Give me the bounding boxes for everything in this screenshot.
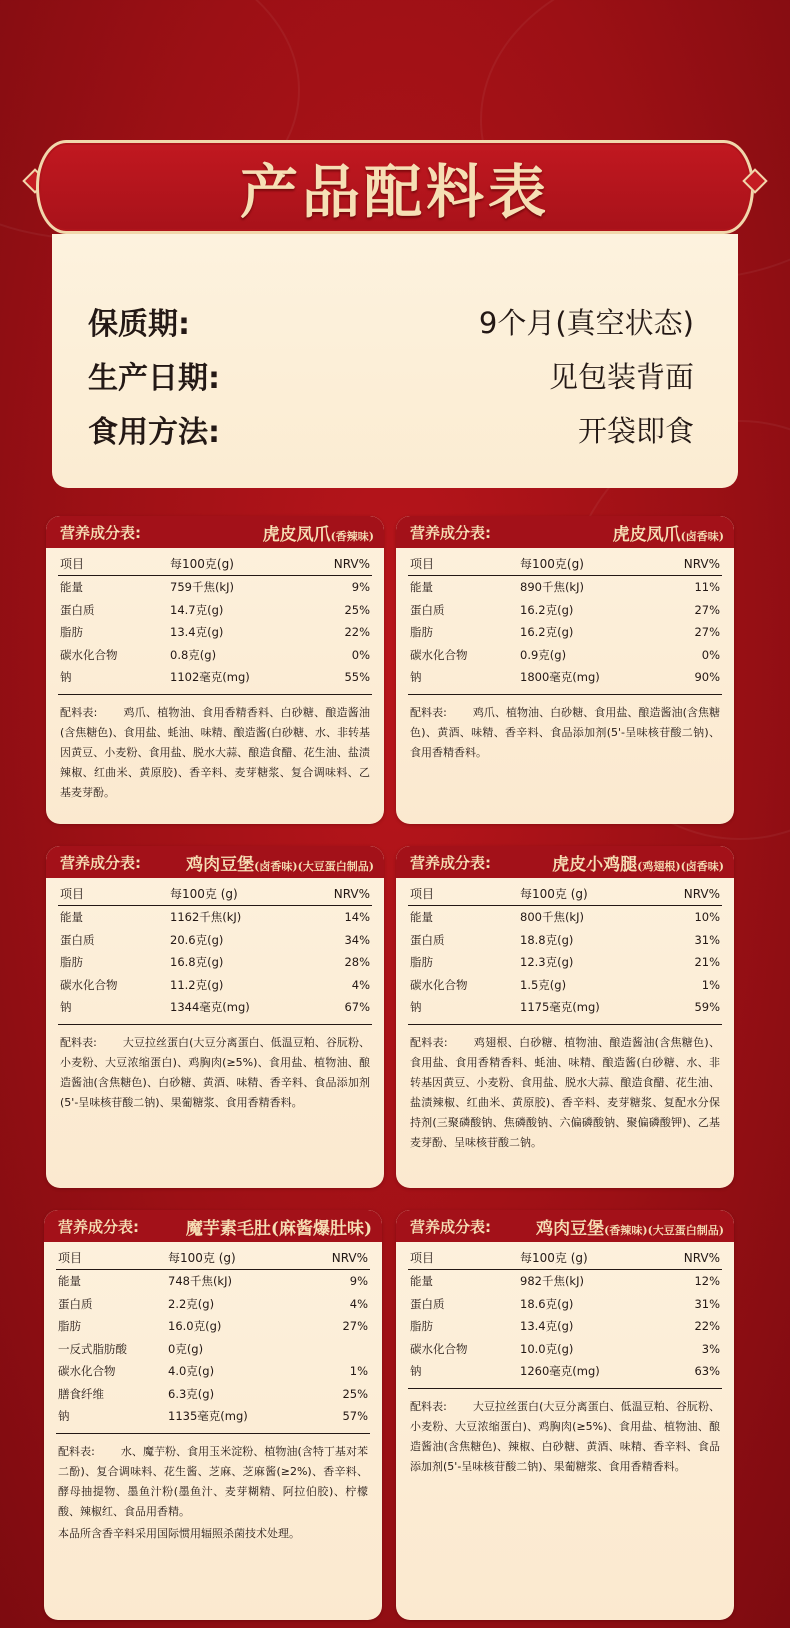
nutrient-amount: 13.4克(g) [520, 1319, 574, 1334]
nutrient-amount: 0.8克(g) [170, 647, 217, 662]
nutrition-card [396, 516, 734, 824]
nutrient-name: 脂肪 [58, 1319, 81, 1334]
info-value: 见包装背面 [548, 359, 694, 394]
nutrient-nrv: 10% [694, 910, 720, 925]
nutrition-row [408, 1293, 722, 1316]
nutrition-row [58, 599, 372, 622]
nutrient-amount: 18.8克(g) [520, 932, 574, 947]
nutrient-amount: 1344毫克(mg) [170, 1000, 250, 1015]
table-divider [56, 1428, 370, 1434]
nutrient-name: 脂肪 [60, 955, 83, 970]
nutrient-nrv: 9% [351, 580, 370, 595]
nutrition-row [58, 974, 372, 997]
ingredients-list: 水、魔芋粉、食用玉米淀粉、植物油(含特丁基对苯二酚)、复合调味料、花生酱、芝麻、芝麻酱(≥2%)、香辛料、酵母抽提物、墨鱼汁粉(墨鱼汁、麦芽糊精、阿拉伯胶)、柠檬酸、辣椒红、食品用香精。 [58, 1444, 368, 1518]
nutrient-nrv: 34% [344, 932, 370, 947]
ingredients-list: 鸡爪、植物油、食用香精香料、白砂糖、酿造酱油(含焦糖色)、食用盐、蚝油、味精、酿造酱(白砂糖、水、非转基因黄豆、小麦粉、食用盐、脱水大蒜、酿造食醋、花生油、盐渍辣椒、红曲米、黄原胶)、香辛料、麦芽糖浆、复合调味料、乙基麦芽酚。 [60, 705, 370, 799]
nutrient-name: 钠 [410, 670, 422, 685]
nutrient-nrv: 12% [694, 1274, 720, 1289]
nutrient-name: 钠 [60, 1000, 72, 1015]
nutrition-row [408, 929, 722, 952]
product-flavor: (香辣味) [330, 529, 374, 543]
info-row-production-date [88, 348, 694, 402]
ingredients-list: 鸡翅根、白砂糖、植物油、酿造酱油(含焦糖色)、食用盐、食用香精香料、蚝油、味精、酿造酱(白砂糖、水、非转基因黄豆、小麦粉、食用盐、脱水大蒜、酿造食醋、花生油、盐渍辣椒、红曲米、黄原胶)、香辛料、麦芽糖浆、复配水分保持剂(三聚磷酸钠、焦磷酸钠、六偏磷酸钠、聚偏磷酸钾)、乙基麦芽酚、呈味核苷酸二钠。 [410, 1035, 720, 1149]
nutrient-nrv: 31% [694, 932, 720, 947]
nutrition-row [408, 906, 722, 929]
ingredients-list: 大豆拉丝蛋白(大豆分离蛋白、低温豆粕、谷朊粉、小麦粉、大豆浓缩蛋白)、鸡胸肉(≥5%)、食用盐、植物油、酿造酱油(含焦糖色)、辣椒、白砂糖、黄酒、味精、香辛料、食品添加剂(5'-呈味核苷酸二钠)、果葡糖浆、食用香精香料。 [410, 1399, 720, 1473]
nutrient-name: 碳水化合物 [58, 1364, 116, 1379]
nutrient-amount: 890千焦(kJ) [520, 580, 584, 595]
nutrient-name: 钠 [60, 670, 72, 685]
nutrition-table-label: 营养成分表: [410, 853, 491, 872]
nutrient-nrv: 25% [344, 602, 370, 617]
nutrient-amount: 1175毫克(mg) [520, 1000, 600, 1015]
product-name [263, 520, 374, 545]
nutrition-row [408, 599, 722, 622]
nutrition-card [396, 846, 734, 1188]
ingredients-text [60, 1033, 370, 1113]
title-banner [36, 140, 754, 234]
nutrition-row [408, 644, 722, 667]
nutrient-nrv: 14% [344, 910, 370, 925]
nutrient-name: 钠 [410, 1000, 422, 1015]
nutrition-table [56, 1246, 370, 1434]
nutrition-row [56, 1315, 370, 1338]
nutrient-name: 钠 [58, 1409, 70, 1424]
nutrient-amount: 16.8克(g) [170, 955, 224, 970]
nutrition-card [396, 1210, 734, 1620]
ingredients-text [410, 1397, 720, 1477]
col-header-nrv: NRV% [333, 886, 370, 901]
nutrition-row [58, 996, 372, 1019]
product-name [186, 1214, 372, 1239]
nutrient-nrv: 31% [694, 1296, 720, 1311]
product-flavor: (卤香味)(大豆蛋白制品) [254, 859, 374, 873]
col-header-item: 项目 [410, 887, 435, 901]
nutrient-amount: 2.2克(g) [168, 1296, 215, 1311]
nutrition-card [46, 846, 384, 1188]
nutrient-amount: 0克(g) [168, 1341, 204, 1356]
col-header-nrv: NRV% [331, 1250, 368, 1265]
nutrient-amount: 18.6克(g) [520, 1296, 574, 1311]
nutrient-amount: 1.5克(g) [520, 977, 567, 992]
nutrition-row [408, 576, 722, 599]
nutrient-name: 能量 [58, 1274, 81, 1289]
product-name-text: 虎皮凤爪 [612, 524, 681, 545]
nutrient-amount: 11.2克(g) [170, 977, 224, 992]
nutrient-amount: 800千焦(kJ) [520, 910, 584, 925]
product-name-text: 鸡肉豆堡 [536, 1218, 605, 1239]
nutrition-table-label: 营养成分表: [60, 853, 141, 872]
col-header-per100g: 每100克(g) [520, 557, 584, 571]
col-header-item: 项目 [410, 557, 435, 571]
nutrition-row [408, 1360, 722, 1383]
nutrient-amount: 1135毫克(mg) [168, 1409, 248, 1424]
nutrient-amount: 6.3克(g) [168, 1386, 215, 1401]
table-divider [408, 689, 722, 695]
nutrition-table-label: 营养成分表: [58, 1217, 139, 1236]
nutrient-name: 能量 [60, 580, 83, 595]
nutrient-name: 脂肪 [410, 955, 433, 970]
product-flavor: (香辣味)(大豆蛋白制品) [604, 1223, 724, 1237]
nutrient-amount: 16.0克(g) [168, 1319, 222, 1334]
nutrition-card [46, 516, 384, 824]
nutrient-name: 一反式脂肪酸 [58, 1341, 127, 1356]
nutrient-nrv: 27% [342, 1319, 368, 1334]
nutrient-nrv: 4% [349, 1296, 368, 1311]
nutrition-row [56, 1360, 370, 1383]
nutrient-amount: 10.0克(g) [520, 1341, 574, 1356]
nutrition-row [408, 666, 722, 689]
nutrient-name: 钠 [410, 1364, 422, 1379]
nutrient-amount: 1800毫克(mg) [520, 670, 600, 685]
product-name [552, 850, 724, 875]
nutrient-name: 蛋白质 [60, 602, 95, 617]
col-header-per100g: 每100克 (g) [168, 1251, 236, 1265]
nutrient-amount: 748千焦(kJ) [168, 1274, 232, 1289]
product-name-text: 虎皮小鸡腿 [552, 854, 638, 875]
nutrition-card-header [396, 846, 734, 878]
nutrient-nrv: 27% [694, 602, 720, 617]
col-header-per100g: 每100克 (g) [520, 1251, 588, 1265]
col-header-per100g: 每100克(g) [170, 557, 234, 571]
col-header-per100g: 每100克 (g) [520, 887, 588, 901]
nutrient-amount: 1102毫克(mg) [170, 670, 250, 685]
nutrient-name: 蛋白质 [60, 932, 95, 947]
nutrition-row [408, 1315, 722, 1338]
info-row-usage [88, 402, 694, 456]
nutrition-row [56, 1383, 370, 1406]
nutrition-table [408, 552, 722, 695]
info-row-shelf-life [88, 294, 694, 348]
nutrient-nrv: 25% [342, 1386, 368, 1401]
nutrient-name: 碳水化合物 [60, 977, 118, 992]
nutrition-table-header [56, 1246, 370, 1270]
nutrient-nrv: 67% [344, 1000, 370, 1015]
nutrient-amount: 14.7克(g) [170, 602, 224, 617]
ingredients-label: 配料表: [60, 705, 98, 719]
nutrition-row [408, 974, 722, 997]
nutrition-table [408, 1246, 722, 1389]
info-value: 开袋即食 [577, 413, 694, 448]
nutrition-row [56, 1338, 370, 1361]
nutrient-nrv: 59% [694, 1000, 720, 1015]
nutrient-name: 脂肪 [410, 1319, 433, 1334]
nutrient-name: 膳食纤维 [58, 1386, 104, 1401]
product-name-text: 虎皮凤爪 [262, 524, 331, 545]
nutrient-name: 蛋白质 [410, 932, 445, 947]
ingredients-text [410, 703, 720, 763]
nutrition-table-header [408, 1246, 722, 1270]
nutrient-amount: 20.6克(g) [170, 932, 224, 947]
col-header-nrv: NRV% [683, 886, 720, 901]
nutrition-row [56, 1293, 370, 1316]
nutrient-amount: 13.4克(g) [170, 625, 224, 640]
nutrient-name: 蛋白质 [58, 1296, 93, 1311]
nutrient-nrv: 28% [344, 955, 370, 970]
product-name [613, 520, 724, 545]
nutrition-table [58, 882, 372, 1025]
nutrient-name: 蛋白质 [410, 602, 445, 617]
nutrition-row [58, 621, 372, 644]
irradiation-note: 本品所含香辛料采用国际惯用辐照杀菌技术处理。 [58, 1526, 300, 1540]
nutrient-nrv: 63% [694, 1364, 720, 1379]
nutrition-row [58, 644, 372, 667]
ingredients-label: 配料表: [410, 1399, 447, 1413]
nutrition-table [58, 552, 372, 695]
col-header-nrv: NRV% [333, 556, 370, 571]
nutrient-amount: 4.0克(g) [168, 1364, 215, 1379]
nutrient-nrv: 21% [694, 955, 720, 970]
ingredients-list: 鸡爪、植物油、白砂糖、食用盐、酿造酱油(含焦糖色)、黄酒、味精、香辛料、食品添加剂(5'-呈味核苷酸二钠)、食用香精香料。 [410, 705, 720, 759]
ingredients-label: 配料表: [58, 1444, 95, 1458]
nutrition-table-label: 营养成分表: [410, 523, 491, 542]
nutrition-table-header [58, 552, 372, 576]
nutrient-amount: 982千焦(kJ) [520, 1274, 584, 1289]
nutrition-table-header [408, 552, 722, 576]
nutrition-card-header [396, 516, 734, 548]
product-name-text: 魔芋素毛肚(麻酱爆肚味) [185, 1218, 372, 1239]
nutrition-row [58, 951, 372, 974]
nutrient-nrv: 1% [701, 977, 720, 992]
col-header-item: 项目 [60, 557, 85, 571]
nutrient-name: 能量 [410, 580, 433, 595]
ingredients-label: 配料表: [410, 1035, 448, 1049]
nutrient-name: 蛋白质 [410, 1296, 445, 1311]
nutrition-card [44, 1210, 382, 1620]
nutrition-row [58, 666, 372, 689]
nutrient-nrv: 55% [344, 670, 370, 685]
ingredients-label: 配料表: [410, 705, 447, 719]
nutrient-nrv: 0% [701, 647, 720, 662]
nutrient-amount: 759千焦(kJ) [170, 580, 234, 595]
nutrition-table-header [408, 882, 722, 906]
nutrient-amount: 12.3克(g) [520, 955, 574, 970]
col-header-item: 项目 [60, 887, 85, 901]
nutrition-row [58, 906, 372, 929]
nutrition-table-label: 营养成分表: [410, 1217, 491, 1236]
col-header-per100g: 每100克 (g) [170, 887, 238, 901]
ingredients-list: 大豆拉丝蛋白(大豆分离蛋白、低温豆粕、谷朊粉、小麦粉、大豆浓缩蛋白)、鸡胸肉(≥5%)、食用盐、植物油、酿造酱油(含焦糖色)、白砂糖、黄酒、味精、香辛料、食品添加剂(5'-呈味核苷酸二钠)、果葡糖浆、食用香精香料。 [60, 1035, 370, 1109]
nutrition-row [56, 1405, 370, 1428]
nutrition-row [408, 621, 722, 644]
ingredients-label: 配料表: [60, 1035, 97, 1049]
col-header-nrv: NRV% [683, 1250, 720, 1265]
product-flavor: (卤香味) [680, 529, 724, 543]
nutrition-row [408, 951, 722, 974]
nutrient-nrv: 90% [694, 670, 720, 685]
nutrient-nrv: 3% [701, 1341, 720, 1356]
nutrient-name: 能量 [410, 910, 433, 925]
info-label: 食用方法: [88, 415, 220, 450]
nutrient-nrv: 27% [694, 625, 720, 640]
info-value: 9个月(真空状态) [478, 305, 694, 340]
product-name [186, 850, 374, 875]
product-info-card [52, 234, 738, 488]
nutrient-name: 能量 [60, 910, 83, 925]
table-divider [408, 1383, 722, 1389]
nutrient-nrv: 1% [349, 1364, 368, 1379]
nutrient-nrv: 22% [694, 1319, 720, 1334]
ingredients-text [410, 1033, 720, 1153]
nutrient-name: 脂肪 [60, 625, 83, 640]
nutrient-amount: 1260毫克(mg) [520, 1364, 600, 1379]
nutrition-table [408, 882, 722, 1025]
nutrition-card-header [44, 1210, 382, 1242]
nutrient-nrv: 9% [349, 1274, 368, 1289]
nutrition-row [56, 1270, 370, 1293]
nutrient-amount: 16.2克(g) [520, 602, 574, 617]
info-label: 生产日期: [88, 361, 220, 396]
info-label: 保质期: [88, 307, 190, 342]
table-divider [408, 1019, 722, 1025]
nutrient-name: 碳水化合物 [410, 647, 468, 662]
nutrition-table-label: 营养成分表: [60, 523, 141, 542]
nutrient-amount: 0.9克(g) [520, 647, 567, 662]
nutrition-row [408, 1270, 722, 1293]
product-name [536, 1214, 724, 1239]
table-divider [58, 689, 372, 695]
nutrition-card-header [46, 846, 384, 878]
nutrient-amount: 1162千焦(kJ) [170, 910, 242, 925]
col-header-item: 项目 [58, 1251, 83, 1265]
nutrient-name: 碳水化合物 [60, 647, 118, 662]
nutrient-name: 能量 [410, 1274, 433, 1289]
product-flavor: (鸡翅根)(卤香味) [637, 859, 724, 873]
nutrient-nrv: 4% [351, 977, 370, 992]
table-divider [58, 1019, 372, 1025]
page-title: 产品配料表 [239, 158, 550, 226]
nutrient-amount: 16.2克(g) [520, 625, 574, 640]
nutrition-row [408, 1338, 722, 1361]
nutrient-nrv: 22% [344, 625, 370, 640]
nutrition-card-header [46, 516, 384, 548]
nutrition-card-header [396, 1210, 734, 1242]
nutrient-nrv: 57% [342, 1409, 368, 1424]
nutrient-name: 碳水化合物 [410, 1341, 468, 1356]
ingredients-text [58, 1442, 368, 1522]
nutrient-nrv: 11% [694, 580, 720, 595]
nutrition-row [58, 576, 372, 599]
nutrition-row [408, 996, 722, 1019]
nutrient-nrv: 0% [351, 647, 370, 662]
ingredients-text [60, 703, 370, 803]
nutrient-name: 碳水化合物 [410, 977, 468, 992]
nutrition-row [58, 929, 372, 952]
col-header-nrv: NRV% [683, 556, 720, 571]
product-name-text: 鸡肉豆堡 [186, 854, 255, 875]
col-header-item: 项目 [410, 1251, 435, 1265]
nutrition-table-header [58, 882, 372, 906]
nutrient-name: 脂肪 [410, 625, 433, 640]
